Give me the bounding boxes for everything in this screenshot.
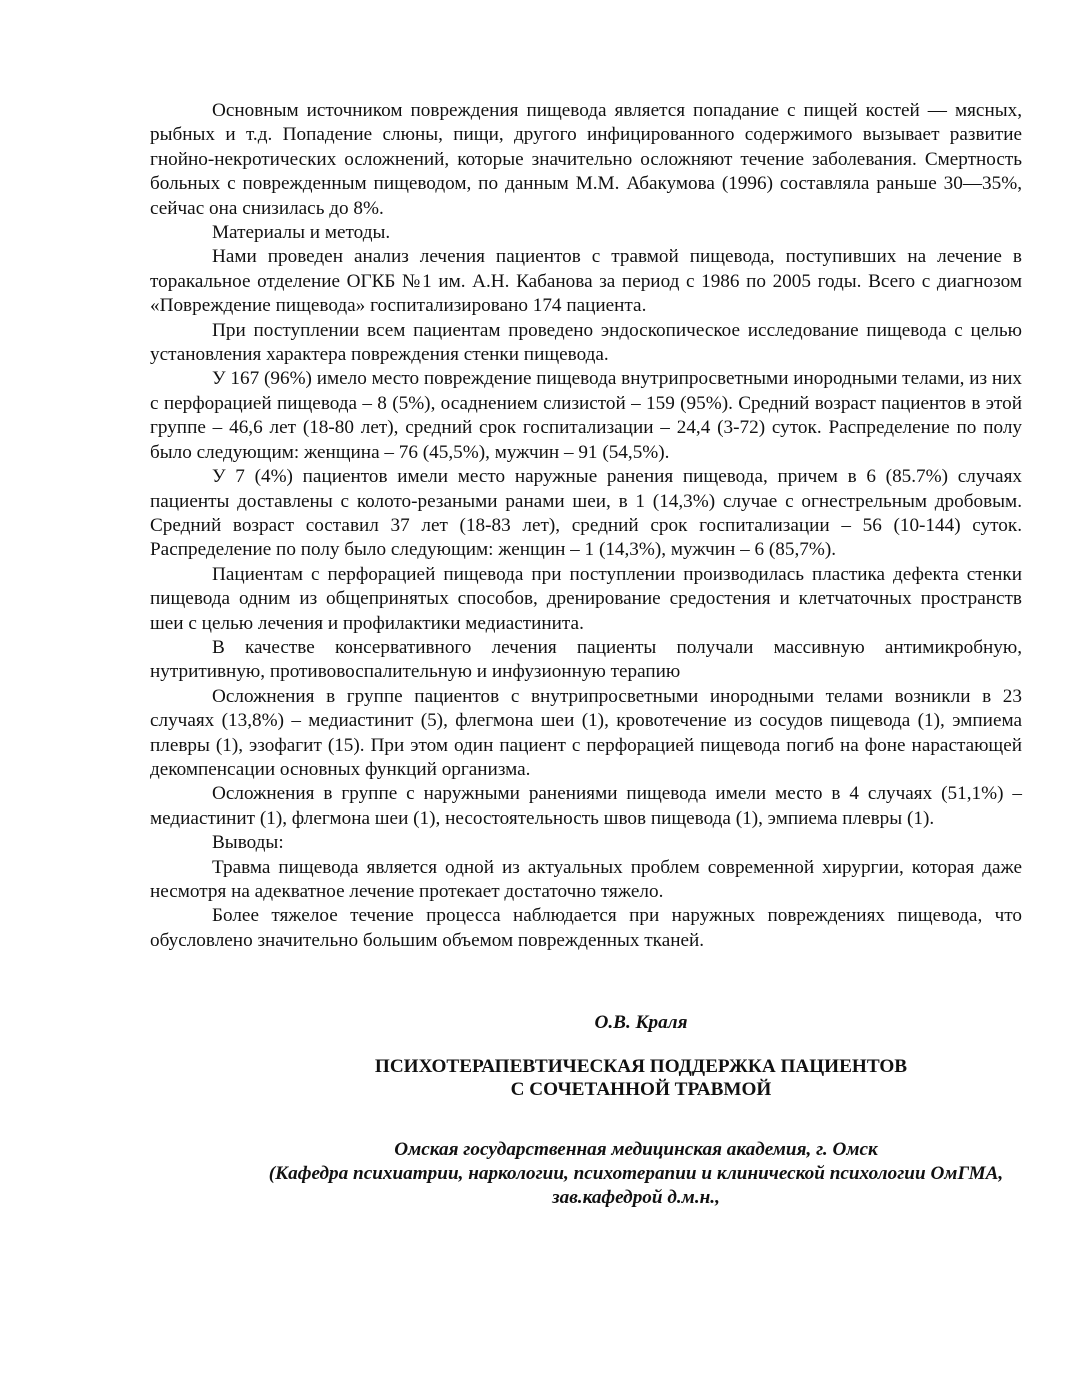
document-page — [150, 99, 1022, 1211]
article-author: О.В. Краля — [594, 1012, 688, 1034]
article-title-line-2: С СОЧЕТАННОЙ ТРАВМОЙ — [510, 1078, 772, 1100]
paragraph-complications-internal: Осложнения в группе пациентов с внутрипросветными инородными телами возникли в 23 случаях (13,8%) – медиастинит (5), флегмона шеи (1), кровотечение из сосудов пищевода (1), эмпиема плевры (1), эзофагит (15). При этом один пациент с перфорацией пищевода погиб на фоне нарастающей декомпенсации основных функций организма. — [150, 685, 1022, 780]
paragraph-conclusions-heading: Выводы: — [212, 832, 284, 854]
affiliation-line-3: зав.кафедрой д.м.н., — [552, 1187, 720, 1209]
paragraph-conservative: В качестве консервативного лечения пациенты получали массивную антимикробную, нутритивную, противовоспалительную и инфузионную терапию — [150, 636, 1022, 683]
paragraph-conclusion-1: Травма пищевода является одной из актуальных проблем современной хирургии, которая даже несмотря на адекватное лечение протекает достаточно тяжело. — [150, 856, 1022, 902]
paragraph-methods-heading: Материалы и методы. — [212, 222, 391, 244]
paragraph-foreign-bodies: У 167 (96%) имело место повреждение пищевода внутрипросветными инородными телами, из них с перфорацией пищевода – 8 (5%), осаднением слизистой – 159 (95%). Средний возраст пациентов в этой группе – 46,6 лет (18-80 лет), средний срок госпитализации – 24,4 (3-72) суток. Распределение по полу было следующим: женщина – 76 (45,5%), мужчин – 91 (54,5%). — [150, 368, 1022, 463]
affiliation-line-1: Омская государственная медицинская академия, г. Омск — [394, 1138, 878, 1160]
paragraph-intro: Основным источником повреждения пищевода является попадание с пищей костей — мясных, рыбных и т.д. Попадение слюны, пищи, другого инфицированного содержимого вызывает развитие гнойно-некротических осложнений, которые значительно осложняют течение заболевания. Смертность больных с поврежденным пищеводом, по данным М.М. Абакумова (1996) составляла раньше 30—35%, сейчас она снизилась до 8%. — [150, 100, 1022, 219]
paragraph-conclusion-2: Более тяжелое течение процесса наблюдается при наружных повреждениях пищевода, что обусловлено значительно большим объемом поврежденных тканей. — [150, 905, 1022, 951]
article-title-line-1: ПСИХОТЕРАПЕВТИЧЕСКАЯ ПОДДЕРЖКА ПАЦИЕНТОВ — [374, 1055, 908, 1077]
paragraph-surgery: Пациентам с перфорацией пищевода при поступлении производилась пластика дефекта стенки пищевода одним из общепринятых способов, дренирование средостения и клетчаточных пространств шеи с целью лечения и профилактики медиастинита. — [150, 563, 1022, 634]
paragraph-external-wounds: У 7 (4%) пациентов имели место наружные ранения пищевода, причем в 6 (85.7%) случаях пациенты доставлены с колото-резаными ранами шеи, в 1 (14,3%) случае с огнестрельным дробовым. Средний возраст составил 37 лет (18-83 лет), средний срок госпитализации – 56 (10-144) суток. Распределение по полу было следующим: женщин – 1 (14,3%), мужчин – 6 (85,7%). — [150, 466, 1022, 561]
paragraph-endoscopy: При поступлении всем пациентам проведено эндоскопическое исследование пищевода с целью установления характера повреждения стенки пищевода. — [150, 319, 1022, 366]
affiliation-line-2: (Кафедра психиатрии, наркологии, психотерапии и клинической психологии ОмГМА, — [268, 1163, 1004, 1185]
article-title — [150, 1055, 1022, 1101]
paragraph-complications-external: Осложнения в группе с наружными ранениями пищевода имели место в 4 случаях (51,1%) – медиастинит (1), флегмона шеи (1), несостоятельность швов пищевода (1), эмпиема плевры (1). — [150, 783, 1022, 829]
paragraph-analysis: Нами проведен анализ лечения пациентов с травмой пищевода, поступивших на лечение в торакальное отделение ОГКБ №1 им. А.Н. Кабанова за период с 1986 по 2005 годы. Всего с диагнозом «Повреждение пищевода» госпитализировано 174 пациента. — [150, 246, 1022, 317]
article-affiliation — [150, 1138, 1022, 1211]
section-gap — [150, 953, 1022, 1011]
